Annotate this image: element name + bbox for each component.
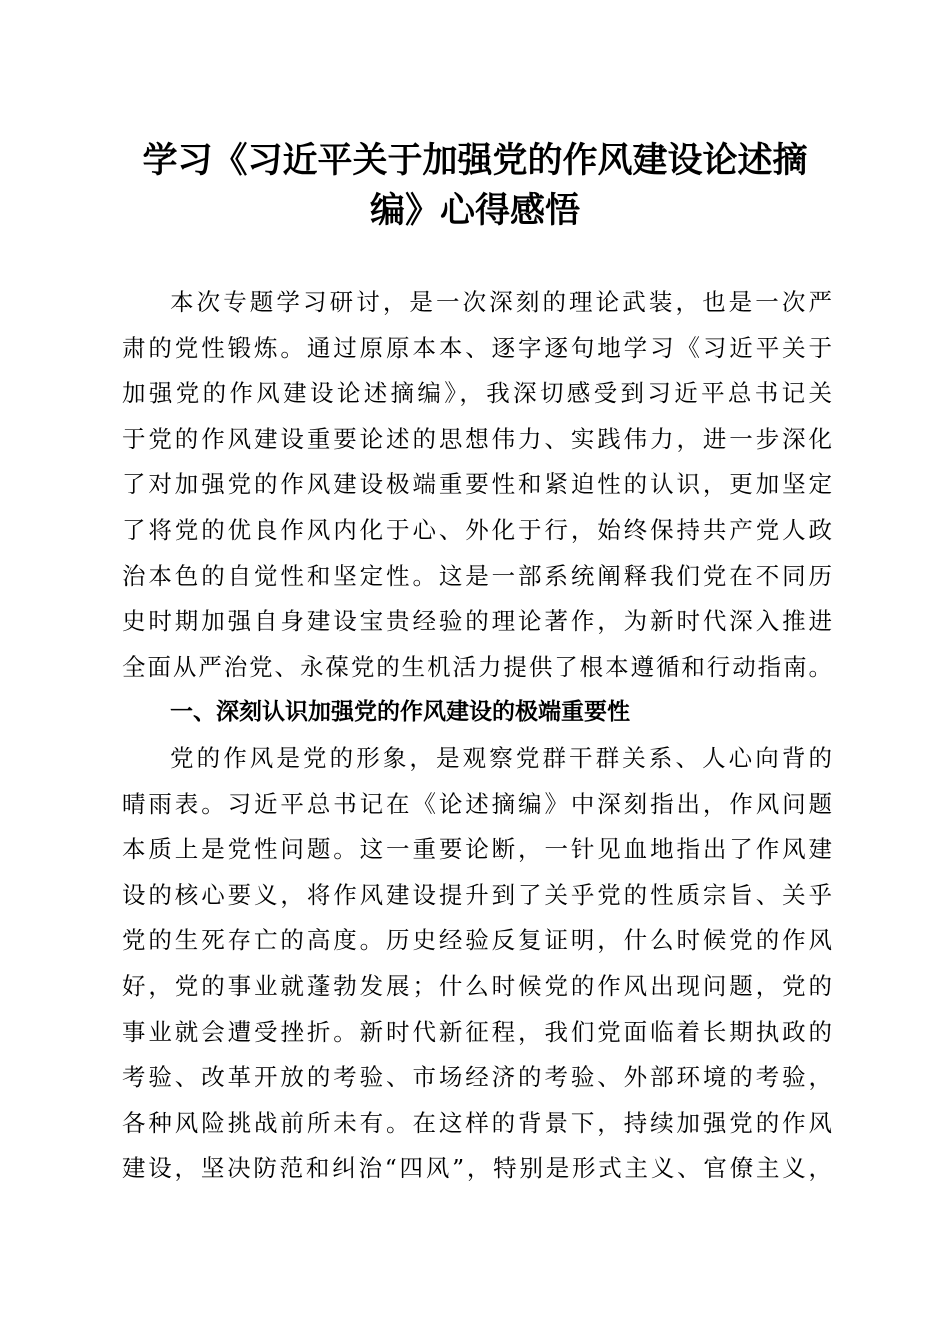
paragraph-line: 建设，坚决防范和纠治“四风”，特别是形式主义、官僚主义，	[122, 1154, 832, 1183]
section-heading: 一、深刻认识加强党的作风建设的极端重要性	[170, 699, 630, 726]
paragraph-line: 肃的党性锻炼。通过原原本本、逐字逐句地学习《习近平关于	[122, 333, 832, 362]
paragraph-line: 了将党的优良作风内化于心、外化于行，始终保持共产党人政	[122, 515, 832, 544]
document-title	[100, 136, 850, 236]
paragraph-line: 了对加强党的作风建设极端重要性和紧迫性的认识，更加坚定	[122, 470, 832, 499]
paragraph-line: 事业就会遭受挫折。新时代新征程，我们党面临着长期执政的	[122, 1017, 832, 1046]
paragraph-intro	[122, 280, 832, 690]
paragraph-line: 史时期加强自身建设宝贵经验的理论著作，为新时代深入推进	[122, 607, 832, 636]
title-line: 学习《习近平关于加强党的作风建设论述摘	[142, 140, 808, 181]
paragraph-line: 治本色的自觉性和坚定性。这是一部系统阐释我们党在不同历	[122, 561, 832, 590]
paragraph-line: 党的作风是党的形象，是观察党群干群关系、人心向背的	[170, 743, 832, 772]
paragraph-line: 党的生死存亡的高度。历史经验反复证明，什么时候党的作风	[122, 926, 832, 955]
paragraph-line: 考验、改革开放的考验、市场经济的考验、外部环境的考验，	[122, 1063, 832, 1092]
document-body	[122, 280, 832, 1192]
paragraph-section1	[122, 736, 832, 1192]
paragraph-line: 于党的作风建设重要论述的思想伟力、实践伟力，进一步深化	[122, 424, 832, 453]
paragraph-line: 好，党的事业就蓬勃发展；什么时候党的作风出现问题，党的	[122, 971, 832, 1000]
paragraph-line: 本次专题学习研讨，是一次深刻的理论武装，也是一次严	[170, 288, 832, 316]
title-line: 编》心得感悟	[369, 190, 580, 231]
paragraph-line: 各种风险挑战前所未有。在这样的背景下，持续加强党的作风	[122, 1108, 832, 1137]
paragraph-line: 加强党的作风建设论述摘编》，我深切感受到习近平总书记关	[122, 379, 832, 408]
paragraph-line: 晴雨表。习近平总书记在《论述摘编》中深刻指出，作风问题	[122, 789, 832, 818]
paragraph-line: 全面从严治党、永葆党的生机活力提供了根本遵循和行动指南。	[122, 652, 832, 681]
paragraph-line: 设的核心要义，将作风建设提升到了关乎党的性质宗旨、关乎	[122, 880, 832, 909]
paragraph-line: 本质上是党性问题。这一重要论断，一针见血地指出了作风建	[122, 835, 832, 864]
